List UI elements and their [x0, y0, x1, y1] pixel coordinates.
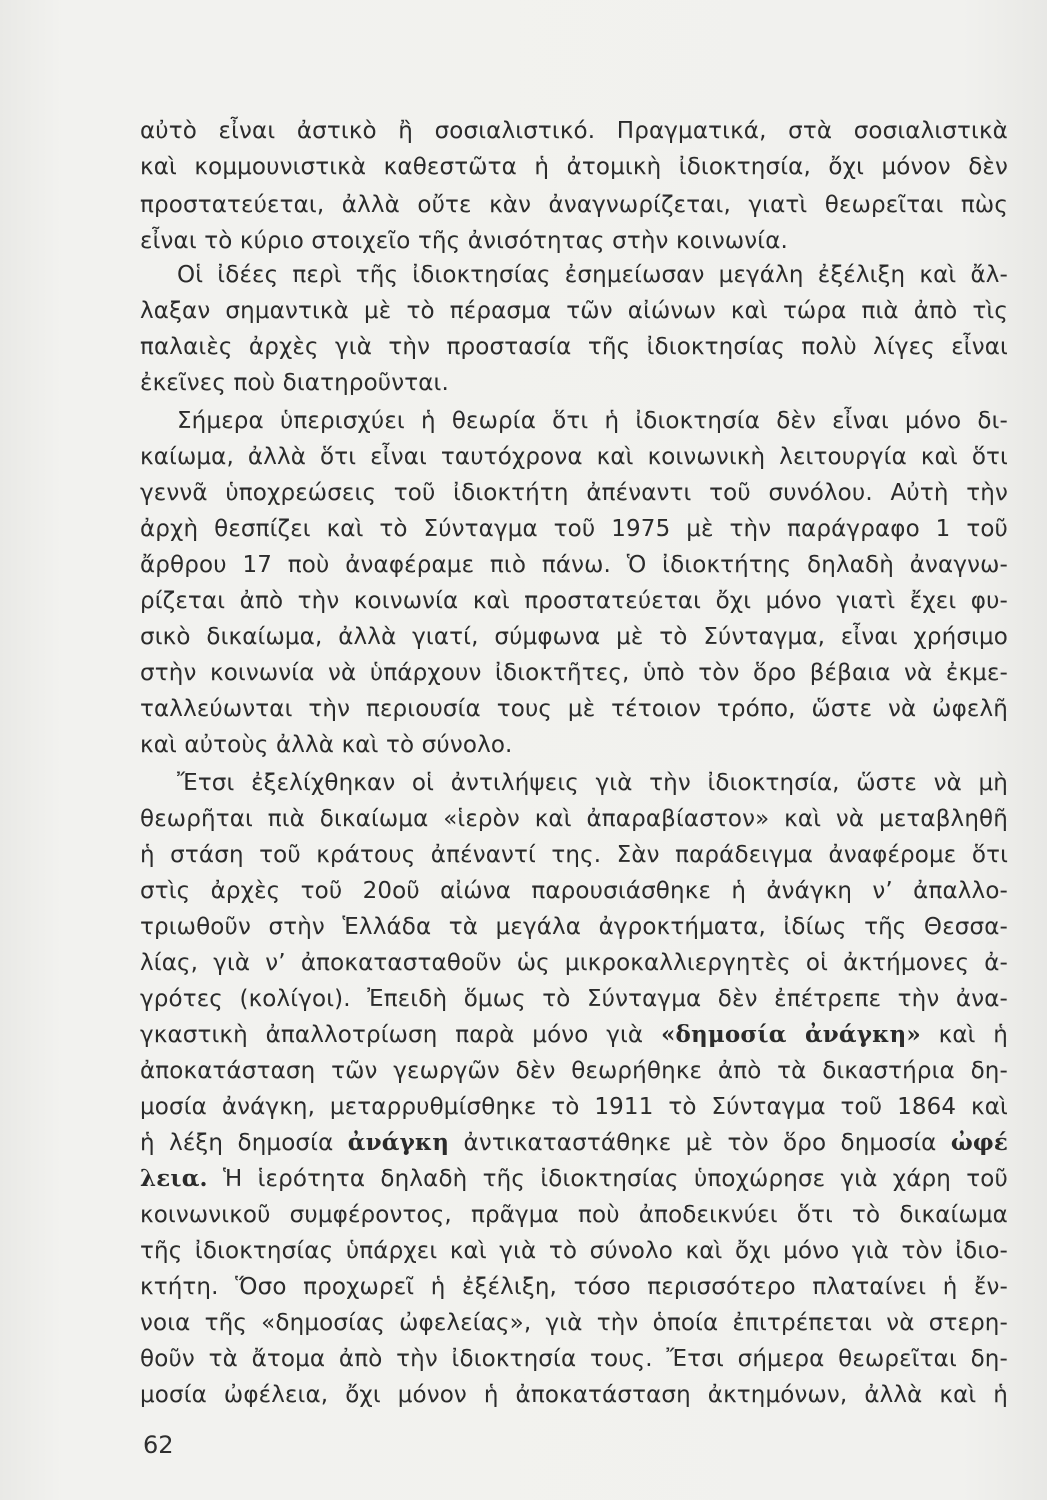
- line-30-text-end: Ἡ ἱερότητα δηλαδὴ τῆς ἰδιοκτησίας ὑποχώρησε γιὰ χάρη τοῦ: [222, 1166, 1008, 1192]
- text-line-22: στὶς ἀρχὲς τοῦ 20οῦ αἰώνα παρουσιάσθηκε ἡ ἀνάγκη ν’ ἀπαλλο-: [140, 878, 1008, 904]
- text-line-30: [140, 1162, 1008, 1196]
- text-line-1: αὐτὸ εἶναι ἀστικὸ ἢ σοσιαλιστικό. Πραγματικά, στὰ σοσιαλιστικὰ: [140, 118, 1008, 144]
- text-line-24: λίας, γιὰ ν’ ἀποκατασταθοῦν ὡς μικροκαλλιεργητὲς οἱ ἀκτήμονες ἀ-: [140, 950, 1008, 976]
- text-line-32: τῆς ἰδιοκτησίας ὑπάρχει καὶ γιὰ τὸ σύνολο καὶ ὄχι μόνο γιὰ τὸν ἰδιο-: [140, 1238, 1008, 1264]
- text-line-29: [140, 1126, 1008, 1160]
- line-26-text-start: γκαστικὴ ἀπαλλοτρίωση παρὰ μόνο γιὰ: [140, 1022, 661, 1048]
- bold-term-dimosia-anagki: «δημοσία ἀνάγκη»: [660, 1021, 921, 1048]
- page-number: 62: [143, 1431, 174, 1459]
- text-line-15: σικὸ δικαίωμα, ἀλλὰ γιατί, σύμφωνα μὲ τὸ Σύνταγμα, εἶναι χρήσιμο: [140, 624, 1008, 650]
- text-line-27: ἀποκατάσταση τῶν γεωργῶν δὲν θεωρήθηκε ἀπὸ τὰ δικαστήρια δη-: [140, 1058, 1008, 1084]
- text-line-6: λαξαν σημαντικὰ μὲ τὸ πέρασμα τῶν αἰώνων καὶ τώρα πιὰ ἀπὸ τὶς: [140, 298, 1008, 324]
- text-line-2: καὶ κομμουνιστικὰ καθεστῶτα ἡ ἀτομικὴ ἰδιοκτησία, ὄχι μόνον δὲν: [140, 154, 1008, 180]
- text-line-36: μοσία ὠφέλεια, ὄχι μόνον ἡ ἀποκατάσταση ἀκτημόνων, ἀλλὰ καὶ ἡ: [140, 1382, 1008, 1408]
- text-line-34: νοια τῆς «δημοσίας ὠφελείας», γιὰ τὴν ὁποία ἐπιτρέπεται νὰ στερη-: [140, 1310, 1008, 1336]
- text-line-8: ἐκεῖνες ποὺ διατηροῦνται.: [140, 370, 449, 396]
- line-26-text-end: καὶ ἡ: [938, 1022, 1008, 1048]
- text-line-28: μοσία ἀνάγκη, μεταρρυθμίσθηκε τὸ 1911 τὸ Σύνταγμα τοῦ 1864 καὶ: [140, 1094, 1008, 1120]
- text-line-16: στὴν κοινωνία νὰ ὑπάρχουν ἰδιοκτῆτες, ὑπὸ τὸν ὅρο βέβαια νὰ ἐκμε-: [140, 660, 1008, 686]
- text-line-31: κοινωνικοῦ συμφέροντος, πρᾶγμα ποὺ ἀποδεικνύει ὅτι τὸ δικαίωμα: [140, 1202, 1008, 1228]
- paragraph-3-line-1: Σήμερα ὑπερισχύει ἡ θεωρία ὅτι ἡ ἰδιοκτησία δὲν εἶναι μόνο δι-: [177, 408, 1008, 434]
- text-line-21: ἡ στάση τοῦ κράτους ἀπέναντί της. Σὰν παράδειγμα ἀναφέρομε ὅτι: [140, 842, 1008, 868]
- text-line-26: [140, 1018, 1008, 1052]
- text-line-18: καὶ αὐτοὺς ἀλλὰ καὶ τὸ σύνολο.: [140, 732, 513, 758]
- paragraph-2-line-1: Οἱ ἰδέες περὶ τῆς ἰδιοκτησίας ἐσημείωσαν μεγάλη ἐξέλιξη καὶ ἄλ-: [177, 262, 1008, 288]
- text-line-23: τριωθοῦν στὴν Ἑλλάδα τὰ μεγάλα ἀγροκτήματα, ἰδίως τῆς Θεσσα-: [140, 914, 1008, 940]
- bold-term-ofeleia-part-2: λεια.: [140, 1165, 208, 1192]
- text-line-13: ἄρθρου 17 ποὺ ἀναφέραμε πιὸ πάνω. Ὁ ἰδιοκτήτης δηλαδὴ ἀναγνω-: [140, 552, 1008, 578]
- text-line-25: γρότες (κολίγοι). Ἐπειδὴ ὅμως τὸ Σύνταγμα δὲν ἐπέτρεπε τὴν ἀνα-: [140, 986, 1008, 1012]
- text-line-12: ἀρχὴ θεσπίζει καὶ τὸ Σύνταγμα τοῦ 1975 μὲ τὴν παράγραφο 1 τοῦ: [140, 516, 1008, 542]
- bold-term-anagki: ἀνάγκη: [347, 1129, 450, 1156]
- text-line-10: καίωμα, ἀλλὰ ὅτι εἶναι ταυτόχρονα καὶ κοινωνικὴ λειτουργία καὶ ὅτι: [140, 444, 1008, 470]
- text-line-4: εἶναι τὸ κύριο στοιχεῖο τῆς ἀνισότητας στὴν κοινωνία.: [140, 228, 788, 254]
- text-line-35: θοῦν τὰ ἄτομα ἀπὸ τὴν ἰδιοκτησία τους. Ἔτσι σήμερα θεωρεῖται δη-: [140, 1346, 1008, 1372]
- text-line-17: ταλλεύωνται τὴν περιουσία τους μὲ τέτοιον τρόπο, ὥστε νὰ ὠφελῆ: [140, 696, 1008, 722]
- paragraph-4-line-1: Ἔτσι ἐξελίχθηκαν οἱ ἀντιλήψεις γιὰ τὴν ἰδιοκτησία, ὥστε νὰ μὴ: [177, 770, 1008, 796]
- text-line-20: θεωρῆται πιὰ δικαίωμα «ἱερὸν καὶ ἀπαραβίαστον» καὶ νὰ μεταβληθῆ: [140, 806, 1008, 832]
- line-29-text-middle: ἀντικαταστάθηκε μὲ τὸν ὅρο δημοσία: [463, 1130, 951, 1156]
- text-line-14: ρίζεται ἀπὸ τὴν κοινωνία καὶ προστατεύεται ὄχι μόνο γιατὶ ἔχει φυ-: [140, 588, 1008, 614]
- text-line-7: παλαιὲς ἀρχὲς γιὰ τὴν προστασία τῆς ἰδιοκτησίας πολὺ λίγες εἶναι: [140, 334, 1008, 360]
- line-29-text-start: ἡ λέξη δημοσία: [140, 1130, 348, 1156]
- text-line-3: προστατεύεται, ἀλλὰ οὔτε κὰν ἀναγνωρίζεται, γιατὶ θεωρεῖται πὼς: [140, 192, 1008, 218]
- bold-term-ofeleia-part-1: ὠφέ: [950, 1129, 1008, 1156]
- text-line-33: κτήτη. Ὅσο προχωρεῖ ἡ ἐξέλιξη, τόσο περισσότερο πλαταίνει ἡ ἔν-: [140, 1274, 1008, 1300]
- text-line-11: γεννᾶ ὑποχρεώσεις τοῦ ἰδιοκτήτη ἀπέναντι τοῦ συνόλου. Αὐτὴ τὴν: [140, 480, 1008, 506]
